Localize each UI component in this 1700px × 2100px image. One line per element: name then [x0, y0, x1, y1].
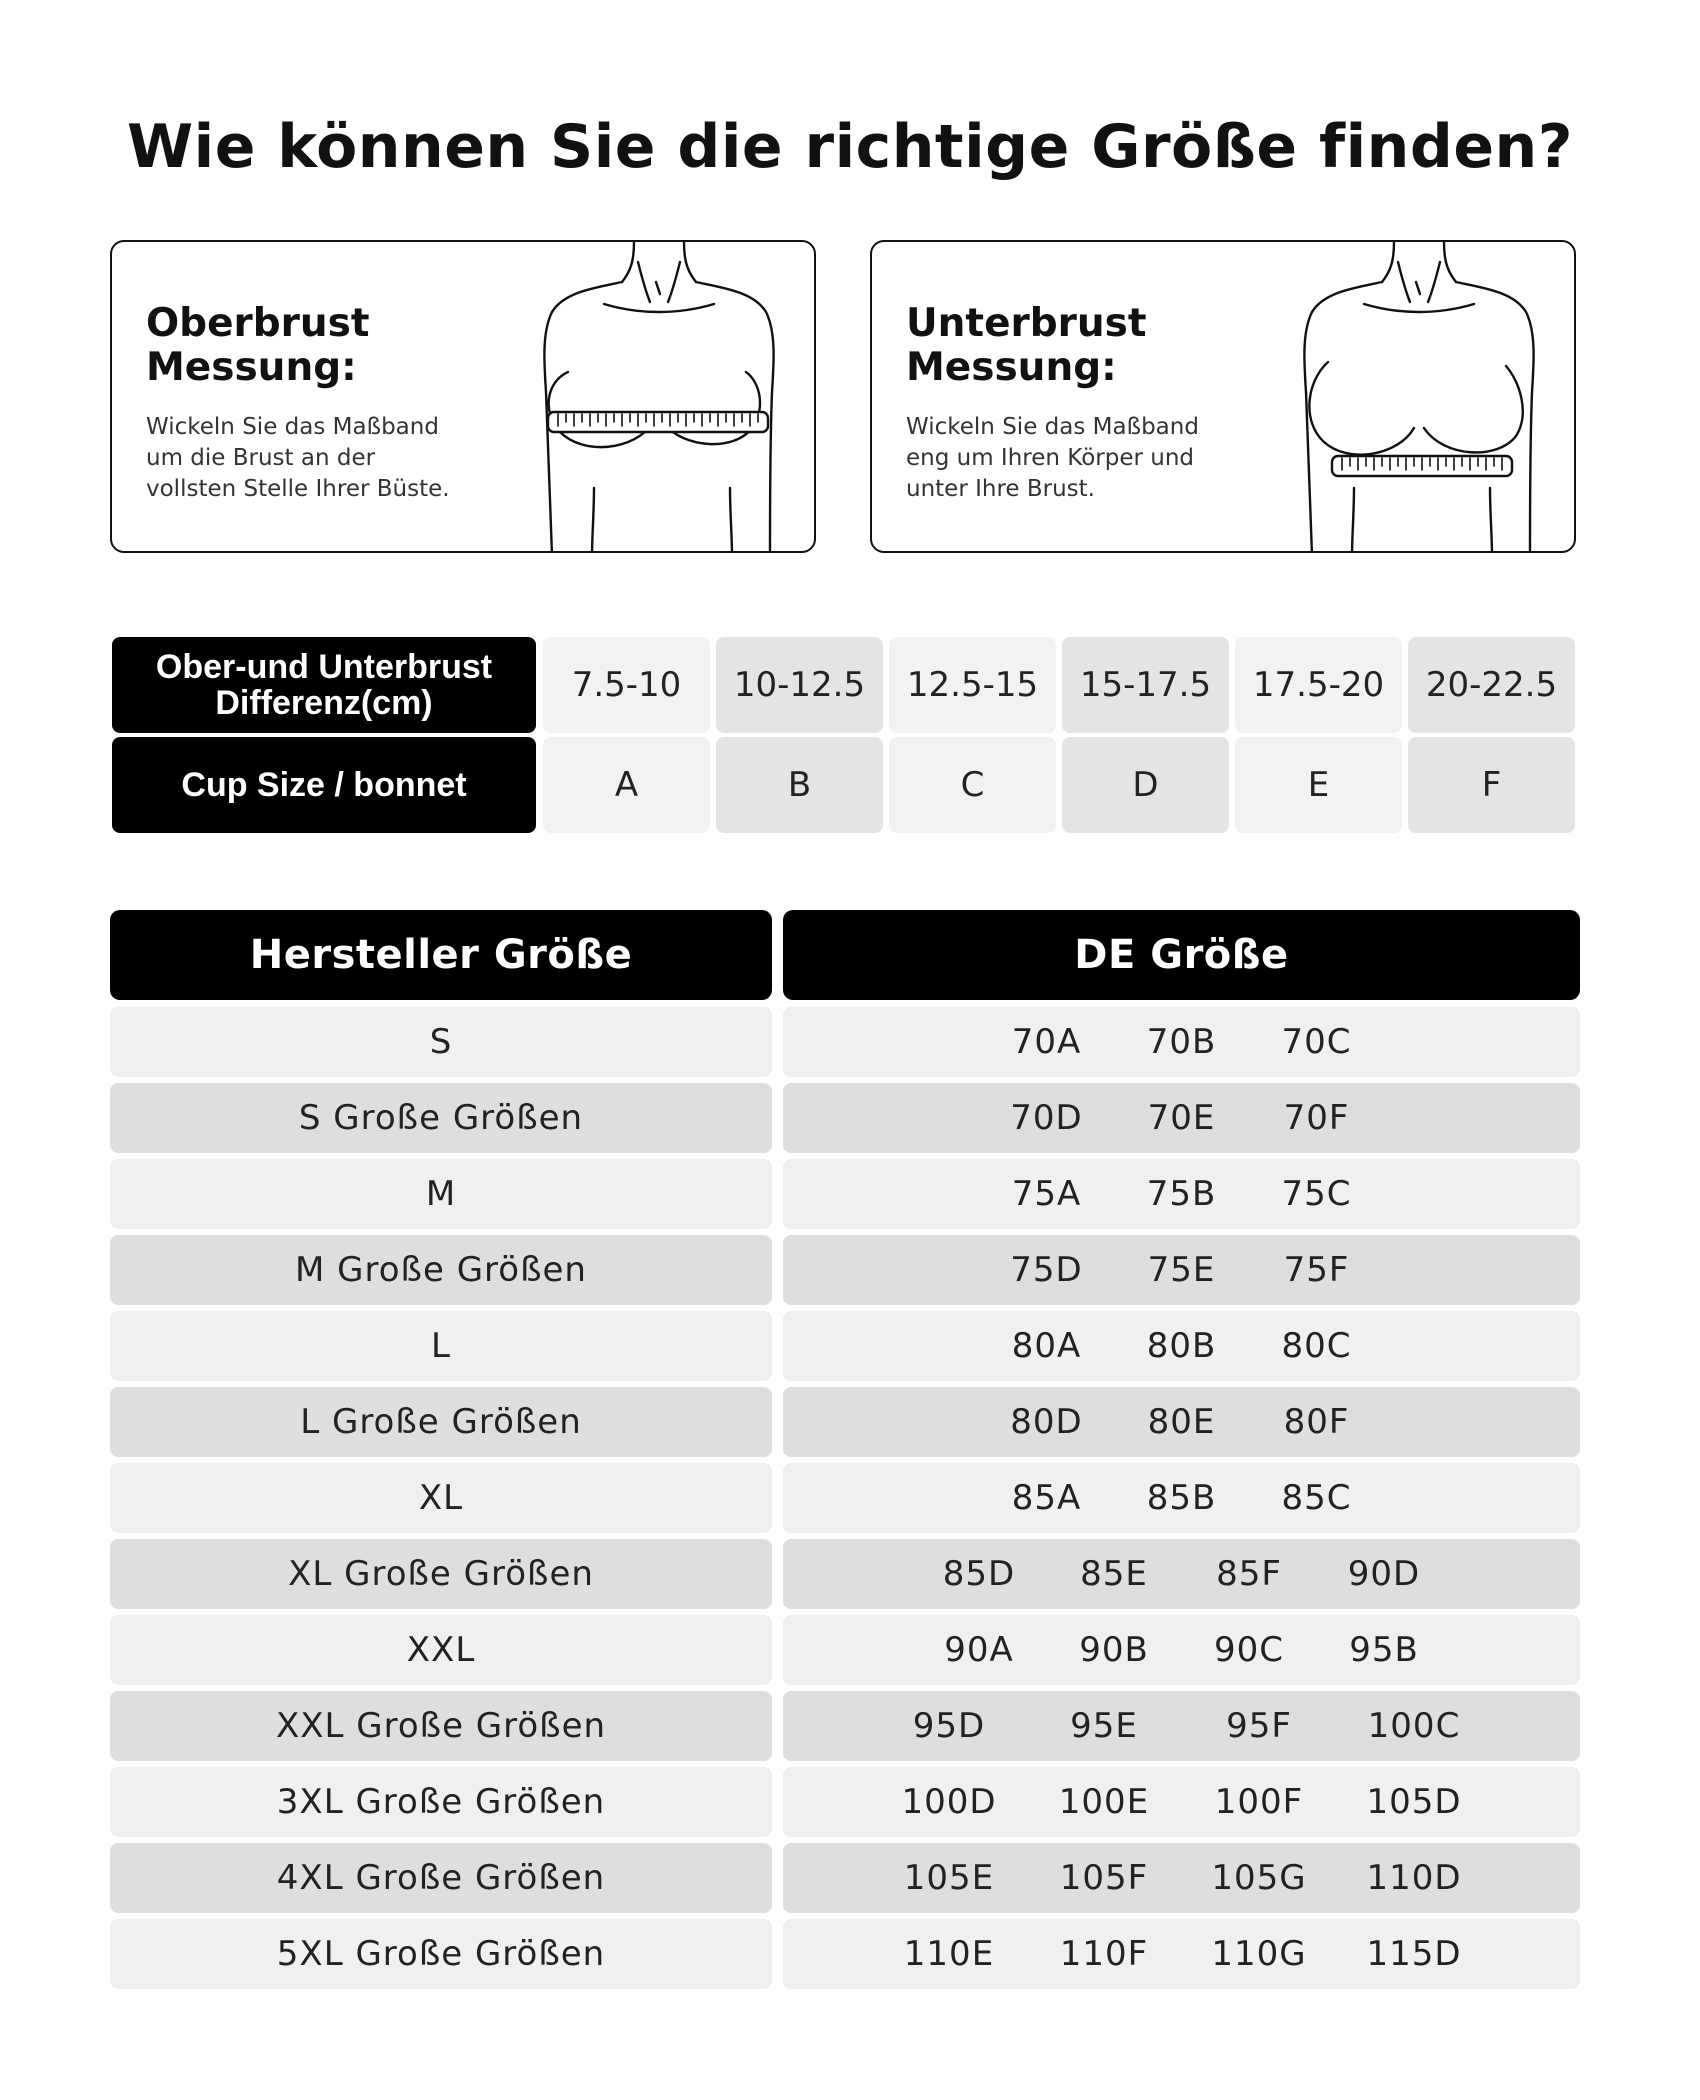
de-size-cell [783, 1539, 1580, 1609]
de-size-value: 90A [944, 1630, 1014, 1670]
cup-size-label: Cup Size / bonnet [112, 737, 536, 833]
de-size-cell [783, 1159, 1580, 1229]
de-size-value: 80D [1010, 1402, 1083, 1442]
cup-cell: F [1408, 737, 1575, 833]
de-size-value: 80A [1011, 1326, 1082, 1366]
difference-cell: 7.5-10 [543, 637, 710, 733]
de-size-value: 100D [901, 1782, 997, 1822]
maker-size-cell: XL [110, 1463, 772, 1533]
card-title: Unterbrust Messung: [906, 301, 1147, 390]
de-size-value: 70B [1146, 1022, 1217, 1062]
de-size-cell [783, 1691, 1580, 1761]
difference-cell: 20-22.5 [1408, 637, 1575, 733]
de-size-values [872, 1858, 1492, 1898]
de-size-value: 110F [1059, 1934, 1149, 1974]
de-size-cell [783, 1387, 1580, 1457]
de-size-value: 95D [912, 1706, 986, 1746]
de-size-values [979, 1250, 1384, 1290]
underbust-measure-illustration [1294, 242, 1554, 553]
difference-cell: 10-12.5 [716, 637, 883, 733]
de-size-value: 70C [1281, 1022, 1352, 1062]
de-size-value: 95E [1070, 1706, 1138, 1746]
de-size-values [872, 1706, 1492, 1746]
bust-measure-illustration [534, 242, 794, 553]
de-size-values [979, 1402, 1384, 1442]
de-size-value: 75F [1283, 1250, 1350, 1290]
maker-size-cell: 4XL Große Größen [110, 1843, 772, 1913]
de-size-values [912, 1630, 1452, 1670]
de-size-value: 70E [1147, 1098, 1216, 1138]
de-size-value: 80F [1283, 1402, 1350, 1442]
de-size-values [979, 1022, 1384, 1062]
de-size-value: 110D [1366, 1858, 1462, 1898]
cup-cell: C [889, 737, 1056, 833]
card-description: Wickeln Sie das Maßband eng um Ihren Körper und unter Ihre Brust. [906, 414, 1199, 502]
de-size-cell [783, 1083, 1580, 1153]
de-size-cell [783, 1615, 1580, 1685]
de-size-value: 75A [1011, 1174, 1082, 1214]
de-size-value: 75D [1010, 1250, 1083, 1290]
de-size-cell [783, 1007, 1580, 1077]
de-size-header: DE Größe [783, 910, 1580, 1000]
underbust-measurement-card [870, 240, 1576, 553]
maker-size-cell: S Große Größen [110, 1083, 772, 1153]
difference-label: Ober-und Unterbrust Differenz(cm) [112, 637, 536, 733]
de-size-values [872, 1934, 1492, 1974]
de-size-value: 105G [1211, 1858, 1307, 1898]
cup-cell: D [1062, 737, 1229, 833]
de-size-cell [783, 1463, 1580, 1533]
de-size-value: 70A [1011, 1022, 1082, 1062]
de-size-value: 90C [1213, 1630, 1284, 1670]
maker-size-cell: XXL Große Größen [110, 1691, 772, 1761]
de-size-value: 85B [1146, 1478, 1217, 1518]
de-size-cell [783, 1767, 1580, 1837]
cup-cell: B [716, 737, 883, 833]
de-size-value: 105F [1059, 1858, 1149, 1898]
de-size-value: 95F [1226, 1706, 1292, 1746]
de-size-cell [783, 1311, 1580, 1381]
difference-cell: 17.5-20 [1235, 637, 1402, 733]
de-size-values [872, 1782, 1492, 1822]
de-size-value: 85A [1011, 1478, 1082, 1518]
maker-size-cell: M Große Größen [110, 1235, 772, 1305]
de-size-value: 90D [1347, 1554, 1421, 1594]
de-size-value: 90B [1079, 1630, 1149, 1670]
maker-size-cell: L Große Größen [110, 1387, 772, 1457]
card-description: Wickeln Sie das Maßband um die Brust an der vollsten Stelle Ihrer Büste. [146, 414, 450, 502]
de-size-value: 85F [1216, 1554, 1282, 1594]
maker-size-cell: S [110, 1007, 772, 1077]
cup-cell: E [1235, 737, 1402, 833]
de-size-value: 105E [903, 1858, 995, 1898]
de-size-value: 80E [1147, 1402, 1216, 1442]
difference-cell: 15-17.5 [1062, 637, 1229, 733]
de-size-value: 70D [1010, 1098, 1083, 1138]
maker-size-cell: XXL [110, 1615, 772, 1685]
de-size-values [912, 1554, 1452, 1594]
maker-size-cell: L [110, 1311, 772, 1381]
de-size-value: 85C [1281, 1478, 1352, 1518]
cup-cell: A [543, 737, 710, 833]
de-size-value: 70F [1283, 1098, 1350, 1138]
page-title: Wie können Sie die richtige Größe finden? [126, 112, 1574, 182]
de-size-values [979, 1174, 1384, 1214]
de-size-value: 115D [1366, 1934, 1462, 1974]
de-size-value: 75B [1146, 1174, 1217, 1214]
bust-measurement-card [110, 240, 816, 553]
de-size-cell [783, 1843, 1580, 1913]
de-size-cell [783, 1235, 1580, 1305]
de-size-values [979, 1478, 1384, 1518]
de-size-value: 75C [1281, 1174, 1352, 1214]
maker-size-cell: 3XL Große Größen [110, 1767, 772, 1837]
de-size-value: 80B [1146, 1326, 1217, 1366]
de-size-value: 80C [1281, 1326, 1352, 1366]
maker-size-cell: 5XL Große Größen [110, 1919, 772, 1989]
difference-cell: 12.5-15 [889, 637, 1056, 733]
maker-size-header: Hersteller Größe [110, 910, 772, 1000]
de-size-value: 105D [1366, 1782, 1462, 1822]
de-size-value: 85D [942, 1554, 1016, 1594]
card-title: Oberbrust Messung: [146, 301, 370, 390]
de-size-values [979, 1098, 1384, 1138]
de-size-value: 95B [1349, 1630, 1419, 1670]
de-size-value: 100C [1367, 1706, 1461, 1746]
de-size-value: 110E [903, 1934, 995, 1974]
de-size-value: 85E [1080, 1554, 1148, 1594]
de-size-value: 110G [1211, 1934, 1307, 1974]
de-size-value: 75E [1147, 1250, 1216, 1290]
de-size-values [979, 1326, 1384, 1366]
de-size-cell [783, 1919, 1580, 1989]
maker-size-cell: M [110, 1159, 772, 1229]
de-size-value: 100E [1058, 1782, 1150, 1822]
maker-size-cell: XL Große Größen [110, 1539, 772, 1609]
de-size-value: 100F [1214, 1782, 1304, 1822]
